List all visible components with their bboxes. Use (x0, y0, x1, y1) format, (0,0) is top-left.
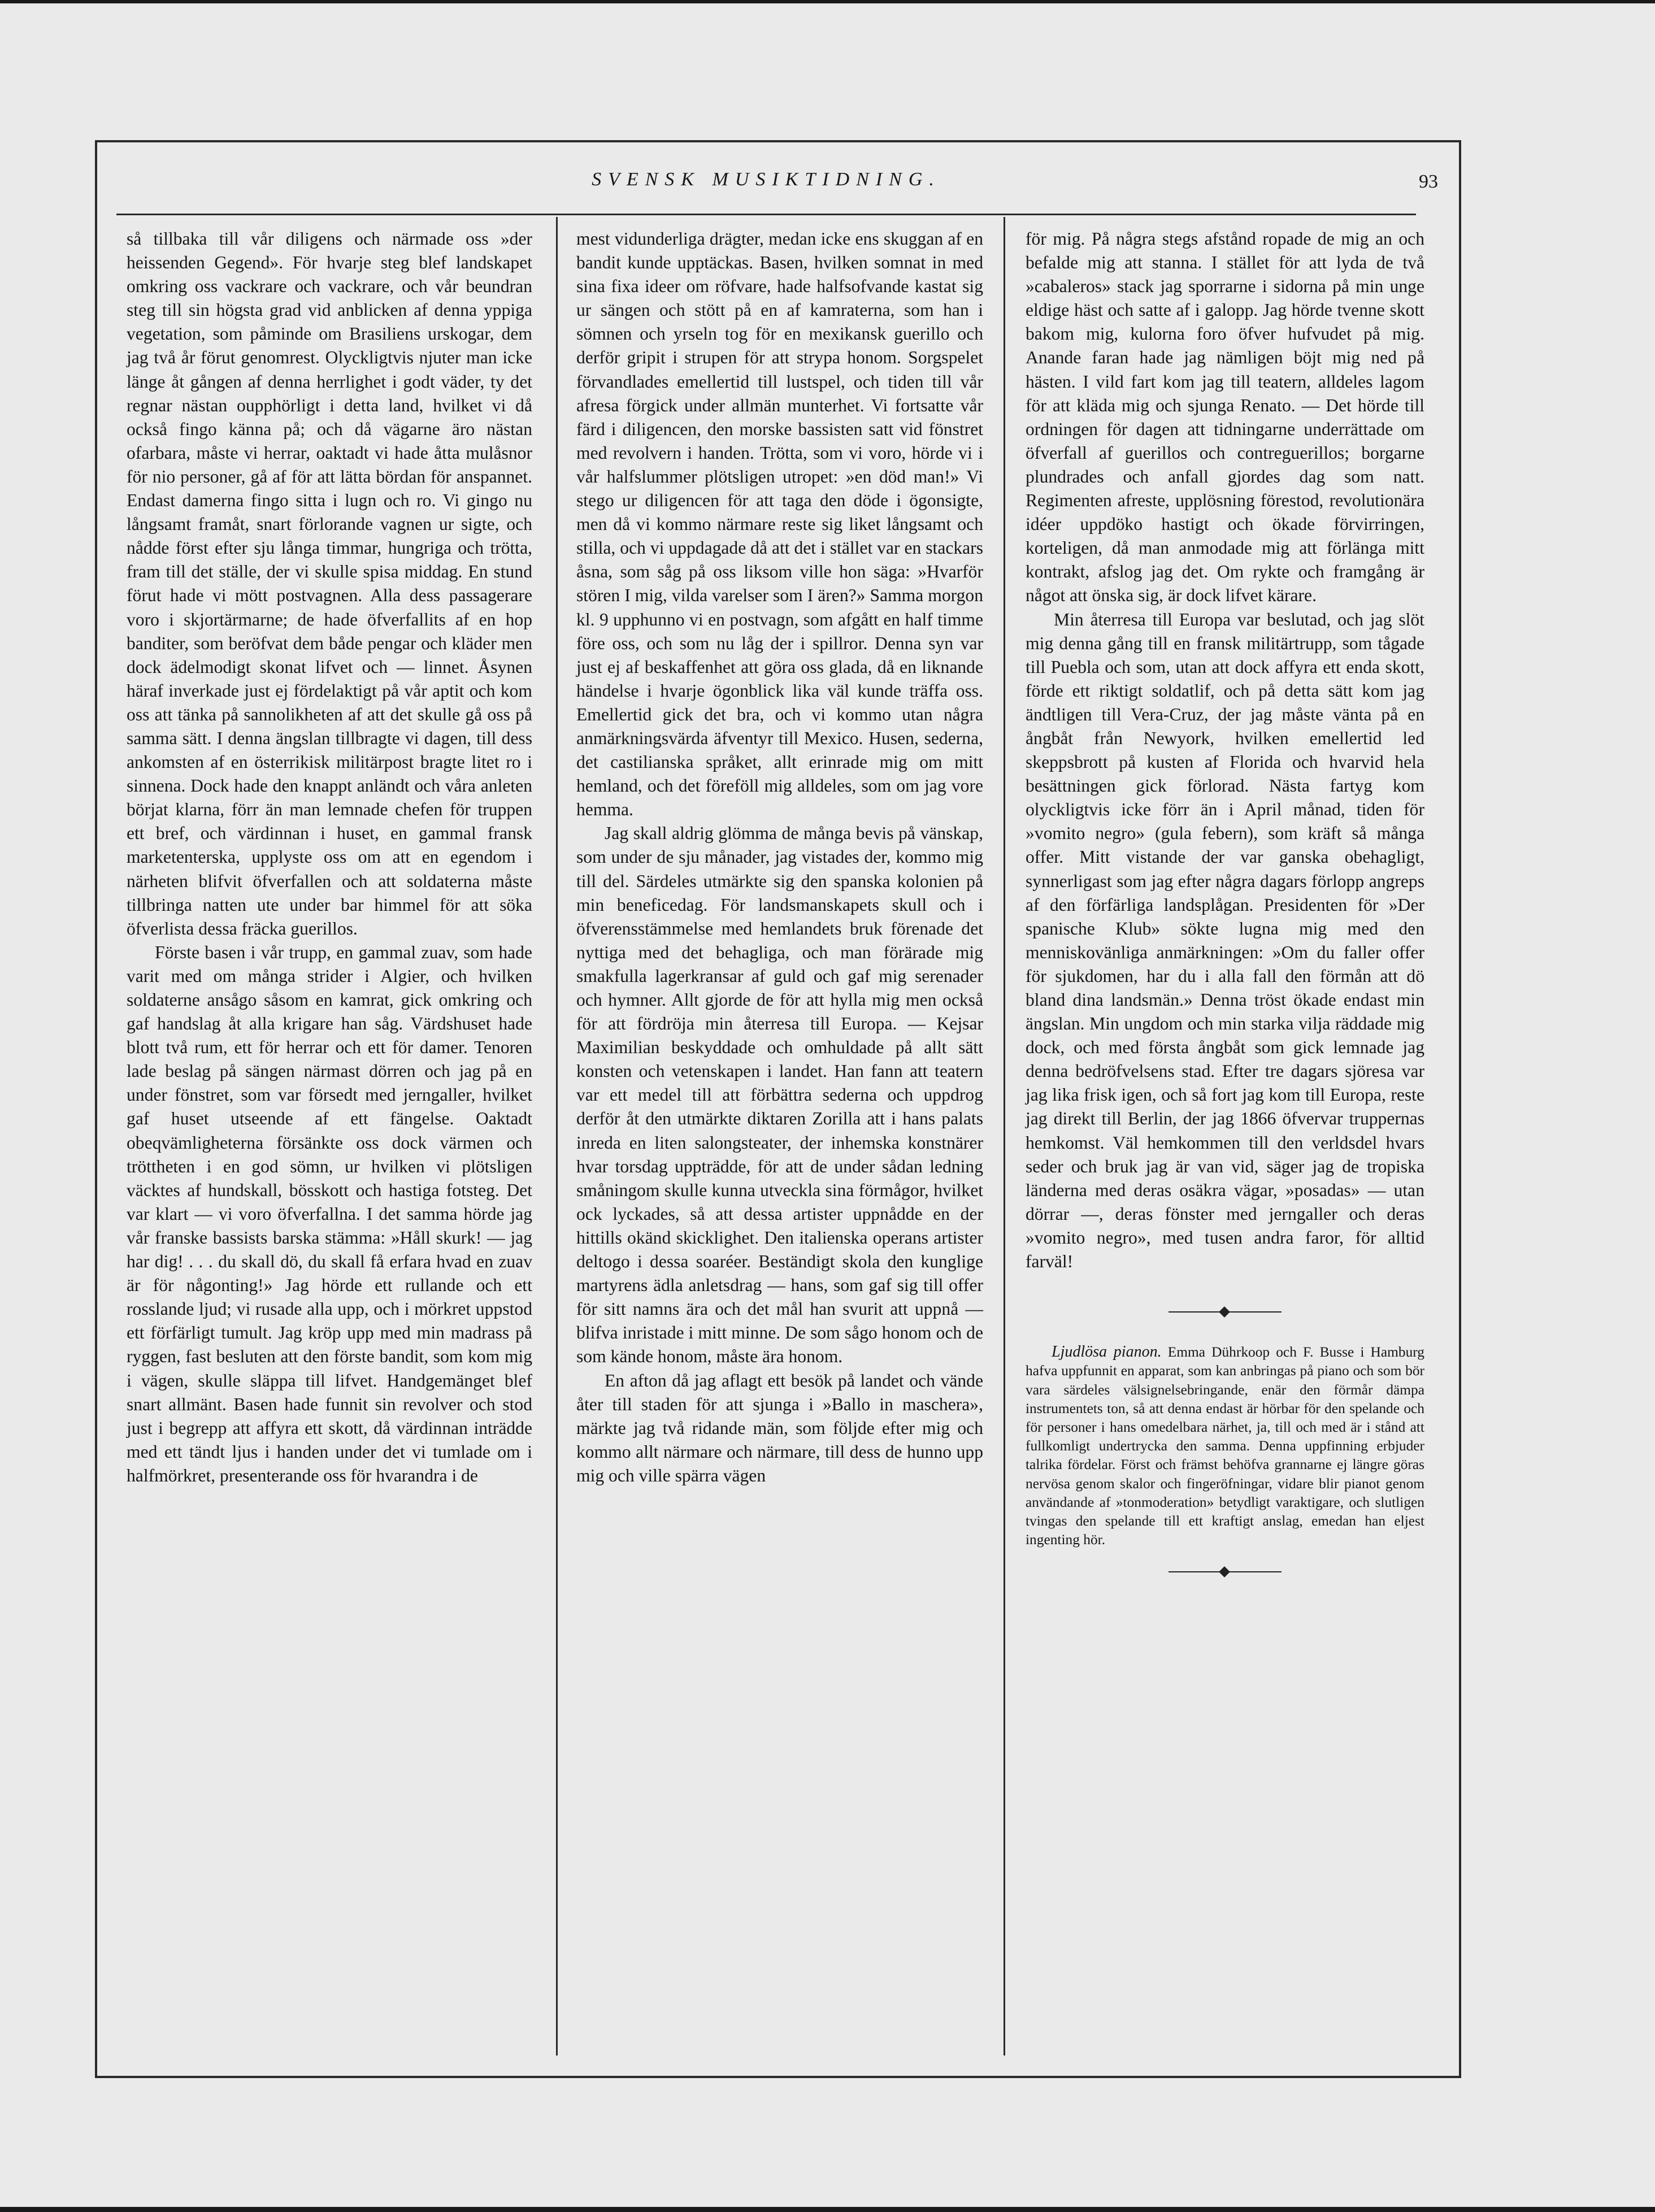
paragraph: för mig. På några stegs afstånd ropade de mig an och befalde mig att stanna. I stället för att lyda de två »cabaleros» stack jag sporrarne i sidorna på min unge eldige häst och satte af i galopp. Jag hörde tvenne skott bakom mig, kulorna foro öfver hufvudet på mig. Anande faran hade jag nämligen böjt mig ned på hästen. I vild fart kom jag till teatern, alldeles lagom för att kläda mig och sjunga Renato. — Det hörde till ordningen för dagen att tidningarne underrättade om öfverfall af guerillos och contreguerillos; borgarne plundrades och anfall gjordes dag som natt. Regimenten afreste, upplösning förestod, revolutionära idéer uppdöko hastigt och ökade förvirringen, korteligen, då man anmodade mig att förlänga mitt kontrakt, afslog jag det. Om rykte och framgång är något att önska sig, är dock lifvet kärare. (1026, 229, 1424, 606)
text-column-2 (576, 227, 983, 1488)
paragraph: Jag skall aldrig glömma de många bevis på vänskap, som under de sju månader, jag vistades der, kommo mig till del. Särdeles utmärkte sig den spanska kolonien på min beneficedag. För landsmanskapets skull och i öfverensstämmelse med hemlandets bruk förenade det nyttiga med det behagliga, och man förärade mig smakfulla lagerkransar af guld och gaf mig serenader och hymner. Allt gjorde de för att hylla mig men också för att fördröja min återresa till Europa. — Kejsar Maximilian beskyddade och omhuldade på allt sätt konsten och vetenskapen i landet. Han fann att teatern var ett medel till att förbättra sederna och uppdrog derför åt den utmärkte diktaren Zorilla att i hans palats inreda en liten salongsteater, der inhemska konstnärer hvar torsdag uppträdde, för att de under sådan ledning småningom skulle kunna utveckla sina förmågor, hvilket ock lyckades, så att dessa artister uppnådde en der hittills okänd skicklighet. Den italienska operans artister deltogo i dessa soaréer. Beständigt skola den kunglige martyrens ädla anletsdrag — hans, som gaf sig till offer för sitt namns ära och det mål han svurit att uppnå — blifva inristade i mitt minne. De som sågo honom och de som kände honom, måste ära honom. (576, 823, 983, 1367)
notice-ljudlosa-pianon (1026, 1342, 1424, 1549)
scan-bottom-edge (0, 2207, 1655, 2212)
column-divider-1 (556, 217, 558, 2055)
running-head: SVENSK MUSIKTIDNING. (592, 169, 941, 190)
paragraph: mest vidunderliga drägter, medan icke ens skuggan af en bandit kunde upptäckas. Basen, hvilken somnat in med sina fixa ideer om röfvare, hade halfsofvande kastat sig ur sängen och stött på en af kamraterna, som han i sömnen och yrseln tog för en mexikansk guerillo och derför gripit i strupen för att strypa honom. Sorgspelet förvandlades emellertid till lustspel, och tiden till vår afresa förgick under allmän munterhet. Vi fortsatte vår färd i diligencen, den morske bassisten satt vid fönstret med revolvern i handen. Trötta, som vi voro, hörde vi i vår halfslummer plötsligen utropet: »en död man!» Vi stego ur diligencen för att taga den döde i ögonsigte, men då vi kommo närmare reste sig liket långsamt och stilla, och vi uppdagade då att det i stället var en stackars åsna, som såg på oss liksom ville hon säga: »Hvarför stören I mig, vilda varelser som I ären?» Samma morgon kl. 9 upphunno vi en postvagn, som afgått en half timme före oss, och som nu låg der i spillror. Denna syn var just ej af beskaffenhet att göra oss glada, då en liknande händelse i hvarje ögonblick lika väl kunde träffa oss. Emellertid gick det bra, och vi kommo utan några anmärkningsvärda äfventyr till Mexico. Husen, sederna, det castilianska språket, allt erinrade mig om mitt hemland, och det föreföll mig alldeles, som om jag vore hemma. (576, 229, 983, 820)
header-rule (116, 214, 1416, 215)
paragraph: En afton då jag aflagt ett besök på landet och vände åter till staden för att sjunga i »Ballo in maschera», märkte jag två ridande män, som följde efter mig och kommo allt närmare och närmare, till dess de hunno upp mig och ville spärra vägen (576, 1370, 983, 1485)
text-column-1 (127, 227, 532, 1488)
notice-heading: Ljudlösa pianon. (1052, 1343, 1162, 1361)
text-column-3 (1026, 227, 1424, 1580)
section-divider-ornament (1169, 1304, 1282, 1320)
notice-text: Emma Dührkoop och F. Busse i Hamburg hafva uppfunnit en apparat, som kan anbringas på piano och som bör vara särdeles välsignelsebringande, enär den förmår dämpa instrumentets ton, så att denna endast är hörbar för den spelande och för personer i hans omedelbara närhet, ja, till och med är i stånd att fullkomligt undertrycka den samma. Denna uppfinning erbjuder talrika fördelar. Först och främst behöfva grannarne ej längre göras nervösa genom skalor och fingeröfningar, vidare blir pianot genom användande af »tonmoderation» betydligt varaktigare, och slutligen tvingas den spelande till ett kraftigt anslag, emedan han eljest ingenting hör. (1026, 1344, 1424, 1548)
end-divider-ornament (1169, 1564, 1282, 1580)
page-number: 93 (1419, 171, 1438, 192)
column-divider-2 (1004, 217, 1005, 2055)
paragraph: så tillbaka till vår diligens och närmade oss »der heissenden Gegend». För hvarje steg blef landskapet omkring oss vackrare och vackrare, och vår beundran steg till sin högsta grad vid anblicken af denna yppiga vegetation, som påminde om Brasiliens urskogar, dem jag två år förut genomrest. Olyckligtvis njuter man icke länge åt gången af denna herrlighet i godt väder, ty det regnar nästan oupphörligt i detta land, hvilket vi då också fingo känna på; och då vägarne äro nästan ofarbara, måste vi herrar, oaktadt vi hade åtta mulåsnor för nio personer, gå af för att lätta bördan för anspannet. Endast damerna fingo sitta i lugn och ro. Vi gingo nu långsamt framåt, snart förlorande vagnen ur sigte, och nådde först efter sju långa timmar, hungriga och trötta, fram till det ställe, der vi skulle spisa middag. En stund förut hade vi mött postvagnen. Alla dess passagerare voro i skjortärmarne; de hade öfverfallits af en hop banditer, som beröfvat dem både pengar och kläder men dock ädelmodigt skonat lifvet och — linnet. Åsynen häraf inverkade just ej fördelaktigt på vår aptit och kom oss att tänka på sannolikheten af att det skulle gå oss på samma sätt. I denna ängslan tillbragte vi dagen, till dess ankomsten af en österrikisk militärpost bragte litet ro i sinnena. Dock hade den knappt anländt och våra anleten börjat klarna, förr än man lemnade chefen för truppen ett bref, och värdinnan i huset, en gammal fransk marketenterska, upplyste oss om att en egendom i närheten blifvit öfverfallen och att soldaterna måste tillbringa natten ute under bar himmel för att söka öfverlista dessa fräcka guerillos. (127, 229, 532, 938)
paragraph: Min återresa till Europa var beslutad, och jag slöt mig denna gång till en fransk militärtrupp, som tågade till Puebla och som, utan att dock affyra ett enda skott, förde ett riktigt soldatlif, och på detta sätt kom jag ändtligen till Vera-Cruz, der jag måste vänta på en ångbåt från Newyork, hvilken emellertid led skeppsbrott på kusten af Florida och hvarvid hela besättningen gick förlorad. Nästa fartyg kom olyckligtvis icke förr än i April månad, tiden för »vomito negro» (gula febern), som kräft så många offer. Mitt vistande der var ganska obehagligt, synnerligast som jag efter några dagars förlopp angreps af den förfärliga landsplågan. Presidenten för »Der spanische Klub» sökte lugna mig med den menniskovänliga anmärkningen: »Om du faller offer för sjukdomen, har du i alla fall den förmån att dö bland dina landsmän.» Denna tröst ökade endast min ängslan. Min ungdom och min starka vilja räddade mig dock, och med första ångbåt som gick lemnade jag denna bedröfvelsens stad. Efter tre dagars sjöresa var jag lika frisk igen, och så fort jag kom till Europa, reste jag direkt till Berlin, der jag 1866 öfvervar truppernas hemkomst. Väl hemkommen till den verldsdel hvars seder och bruk jag är van vid, säger jag de tropiska länderna med deras osäkra vägar, »posadas» — utan dörrar —, deras fönster med jerngaller och deras »vomito negro», med tusen andra faror, för alltid farväl! (1026, 609, 1424, 1272)
paragraph: Förste basen i vår trupp, en gammal zuav, som hade varit med om många strider i Algier, och hvilken soldaterne ansågo såsom en kamrat, gick omkring och gaf handslag åt alla krigare han såg. Värdshuset hade blott två rum, ett för herrar och ett för damer. Tenoren lade beslag på sängen närmast dörren och jag på en under fönstret, som var försedt med jerngaller, hvilket gaf huset utseende af ett fängelse. Oaktadt obeqvämligheterna försänkte oss dock värmen och tröttheten i en god sömn, ur hvilken vi plötsligen väcktes af hundskall, bösskott och hastiga fotsteg. Det var klart — vi voro öfverfallna. I det samma hörde jag vår franske bassists barska stämma: »Håll skurk! — jag har dig! . . . du skall dö, du skall få erfara hvad en zuav är för någonting!» Jag hörde ett rullande och ett rosslande ljud; vi rusade alla upp, och i mörkret uppstod ett förfärligt tumult. Jag kröp upp med min madrass på ryggen, fast besluten att den förste bandit, som kom mig i vägen, skulle släppa till lifvet. Handgemänget blef snart allmänt. Basen hade funnit sin revolver och stod just i begrepp att affyra ett skott, då värdinnan inträdde med ett tändt ljus i handen under det vi tumlade om i halfmörkret, presenterande oss för hvarandra i de (127, 942, 532, 1485)
scan-top-edge (0, 0, 1655, 3)
